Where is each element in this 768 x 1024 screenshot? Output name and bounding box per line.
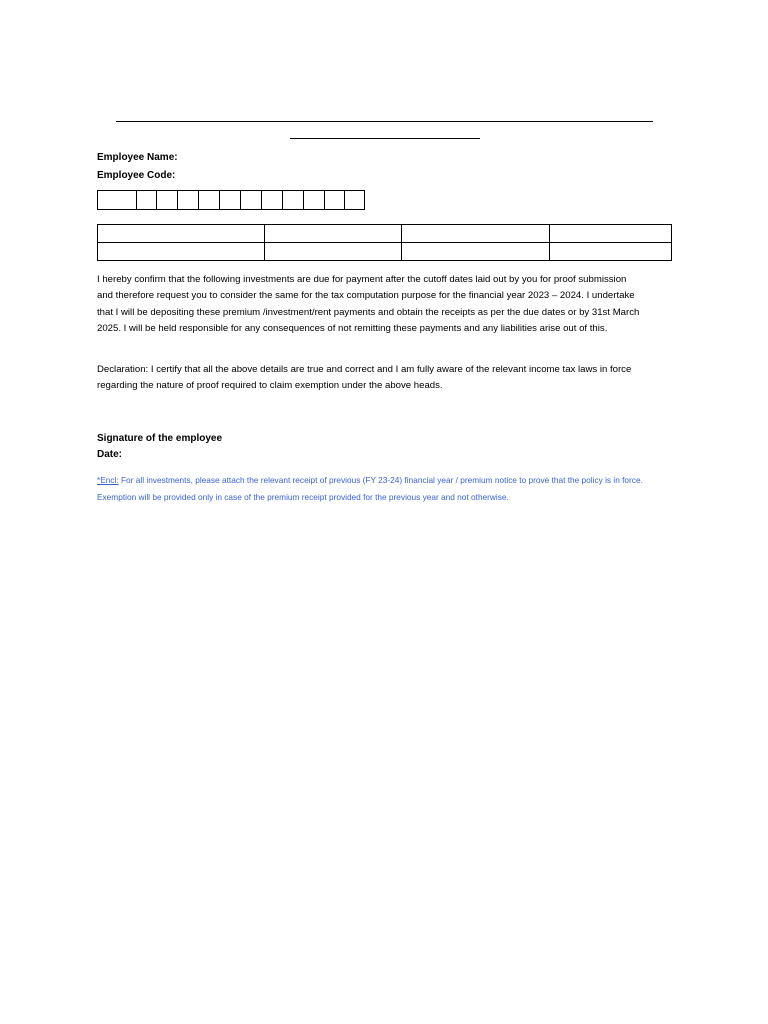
employee-code-box[interactable] — [177, 190, 199, 210]
subtitle-underline — [290, 138, 480, 139]
table-cell[interactable] — [402, 243, 550, 261]
table-cell[interactable] — [98, 243, 265, 261]
table-row — [98, 243, 672, 261]
employee-code-box[interactable] — [156, 190, 178, 210]
employee-code-box[interactable] — [344, 190, 365, 210]
enclosure-note-line — [97, 472, 687, 489]
details-table — [97, 224, 672, 261]
employee-code-box[interactable] — [97, 190, 137, 210]
table-cell[interactable] — [550, 225, 672, 243]
employee-code-box[interactable] — [136, 190, 157, 210]
declaration-paragraph — [97, 362, 677, 395]
table-row — [98, 225, 672, 243]
enclosure-note-line: Exemption will be provided only in case of the premium receipt provided for the previous year and not otherwise. — [97, 491, 509, 502]
table-cell[interactable] — [265, 243, 402, 261]
confirmation-line: that I will be depositing these premium /investment/rent payments and obtain the receipts as per the due dates or by 31st March — [97, 306, 640, 318]
enclosure-text: For all investments, please attach the relevant receipt of previous (FY 23-24) financial year / premium notice to prove that the policy is in force. — [118, 475, 643, 485]
table-cell[interactable] — [402, 225, 550, 243]
confirmation-line: 2025. I will be held responsible for any consequences of not remitting these payments and any liabilities arise out of this. — [97, 322, 608, 334]
employee-code-box[interactable] — [324, 190, 345, 210]
signature-label: Signature of the employee — [97, 433, 223, 444]
declaration-line: regarding the nature of proof required to claim exemption under the above heads. — [97, 380, 443, 392]
date-label: Date: — [97, 449, 123, 460]
enclosure-label: *Encl: — [97, 475, 119, 485]
employee-code-box[interactable] — [219, 190, 241, 210]
confirmation-line: and therefore request you to consider the same for the tax computation purpose for the financial year 2023 – 2024. I undertake — [97, 290, 635, 302]
table-cell[interactable] — [265, 225, 402, 243]
employee-name-label: Employee Name: — [97, 152, 178, 163]
table-cell[interactable] — [550, 243, 672, 261]
confirmation-line: I hereby confirm that the following investments are due for payment after the cutoff dates laid out by you for proof submission — [97, 274, 627, 285]
enclosure-note — [97, 472, 687, 505]
employee-code-box[interactable] — [261, 190, 283, 210]
employee-code-box[interactable] — [198, 190, 220, 210]
employee-code-box[interactable] — [303, 190, 325, 210]
table-cell[interactable] — [98, 225, 265, 243]
employee-code-box[interactable] — [240, 190, 262, 210]
confirmation-paragraph — [97, 272, 677, 337]
declaration-line: Declaration: I certify that all the above details are true and correct and I am fully aware of the relevant income tax laws in force — [97, 364, 632, 375]
employee-code-boxes — [97, 190, 365, 210]
title-underline — [116, 121, 653, 122]
employee-code-label: Employee Code: — [97, 170, 176, 181]
employee-code-box[interactable] — [282, 190, 304, 210]
